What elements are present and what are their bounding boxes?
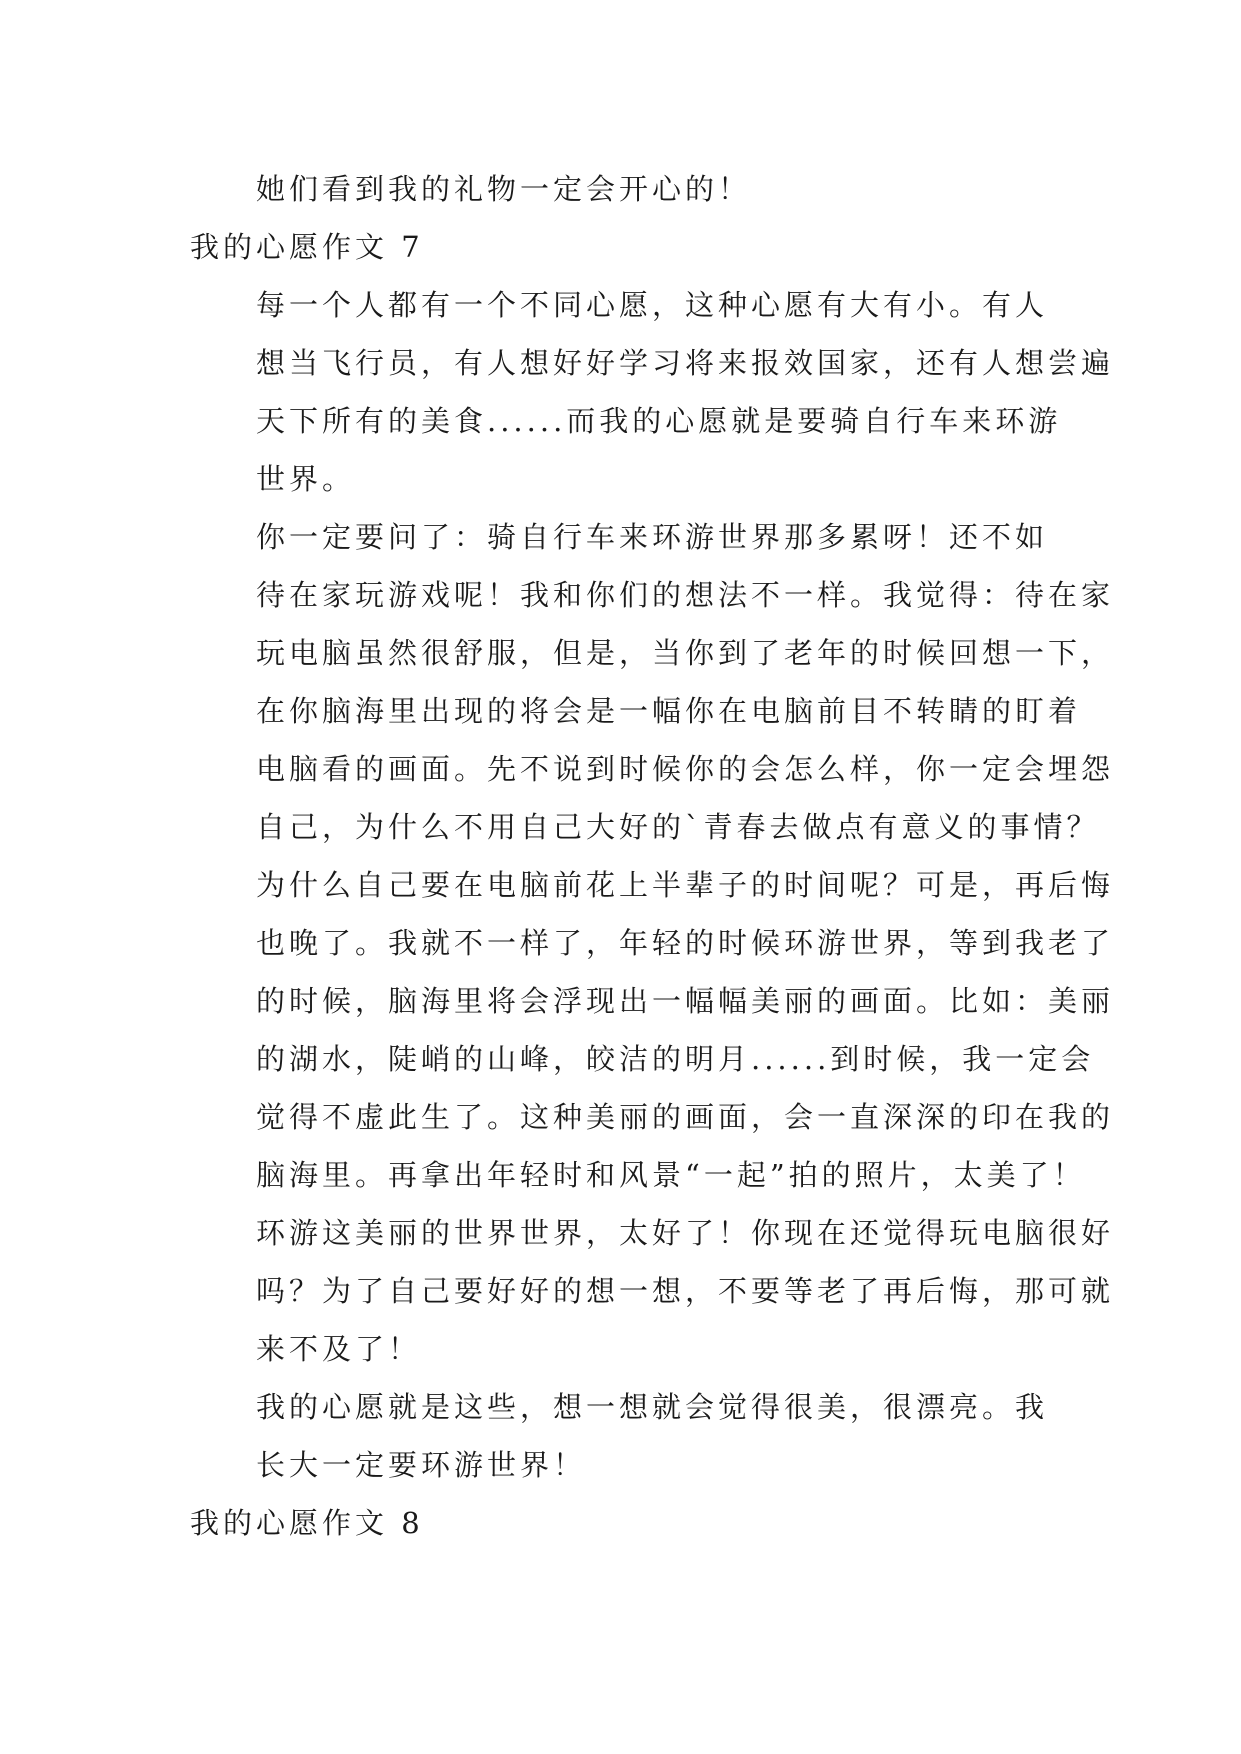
paragraph [190,276,1115,508]
text-line: 环游这美丽的世界世界，太好了！你现在还觉得玩电脑很好 [256,1216,1115,1250]
text-line: 自己，为什么不用自己大好的`青春去做点有意义的事情？ [256,810,1100,844]
text-line: 她们看到我的礼物一定会开心的！ [256,172,752,206]
paragraph [190,508,1115,1378]
text-line: 电脑看的画面。先不说到时候你的会怎么样，你一定会埋怨 [256,752,1115,786]
paragraph [190,160,1070,218]
text-line: 我的心愿就是这些，想一想就会觉得很美，很漂亮。我 [256,1390,1049,1424]
text-line: 世界。 [256,462,356,496]
text-line: 玩电脑虽然很舒服，但是，当你到了老年的时候回想一下， [256,636,1115,670]
paragraph [190,1378,1070,1494]
text-line: 在你脑海里出现的将会是一幅你在电脑前目不转睛的盯着 [256,694,1082,728]
text-line: 天下所有的美食......而我的心愿就是要骑自行车来环游 [256,404,1062,438]
text-line: 来不及了！ [256,1332,422,1366]
document-body [190,160,1115,1552]
text-line: 的时候，脑海里将会浮现出一幅幅美丽的画面。比如：美丽 [256,984,1115,1018]
text-line: 吗？为了自己要好好的想一想，不要等老了再后悔，那可就 [256,1274,1115,1308]
text-line: 觉得不虚此生了。这种美丽的画面，会一直深深的印在我的 [256,1100,1115,1134]
text-line: 想当飞行员，有人想好好学习将来报效国家，还有人想尝遍 [256,346,1115,380]
text-line: 为什么自己要在电脑前花上半辈子的时间呢？可是，再后悔 [256,868,1115,902]
text-line: 的湖水，陡峭的山峰，皎洁的明月......到时候，我一定会 [256,1042,1095,1076]
text-line: 你一定要问了：骑自行车来环游世界那多累呀！还不如 [256,520,1049,554]
text-line: 待在家玩游戏呢！我和你们的想法不一样。我觉得：待在家 [256,578,1115,612]
text-line: 脑海里。再拿出年轻时和风景“一起”拍的照片，太美了！ [256,1158,1086,1192]
text-line: 每一个人都有一个不同心愿，这种心愿有大有小。有人 [256,288,1049,322]
text-line: 也晚了。我就不一样了，年轻的时候环游世界，等到我老了 [256,926,1115,960]
section-heading: 我的心愿作文 7 [190,230,424,264]
text-line: 长大一定要环游世界！ [256,1448,587,1482]
section-heading: 我的心愿作文 8 [190,1506,424,1540]
